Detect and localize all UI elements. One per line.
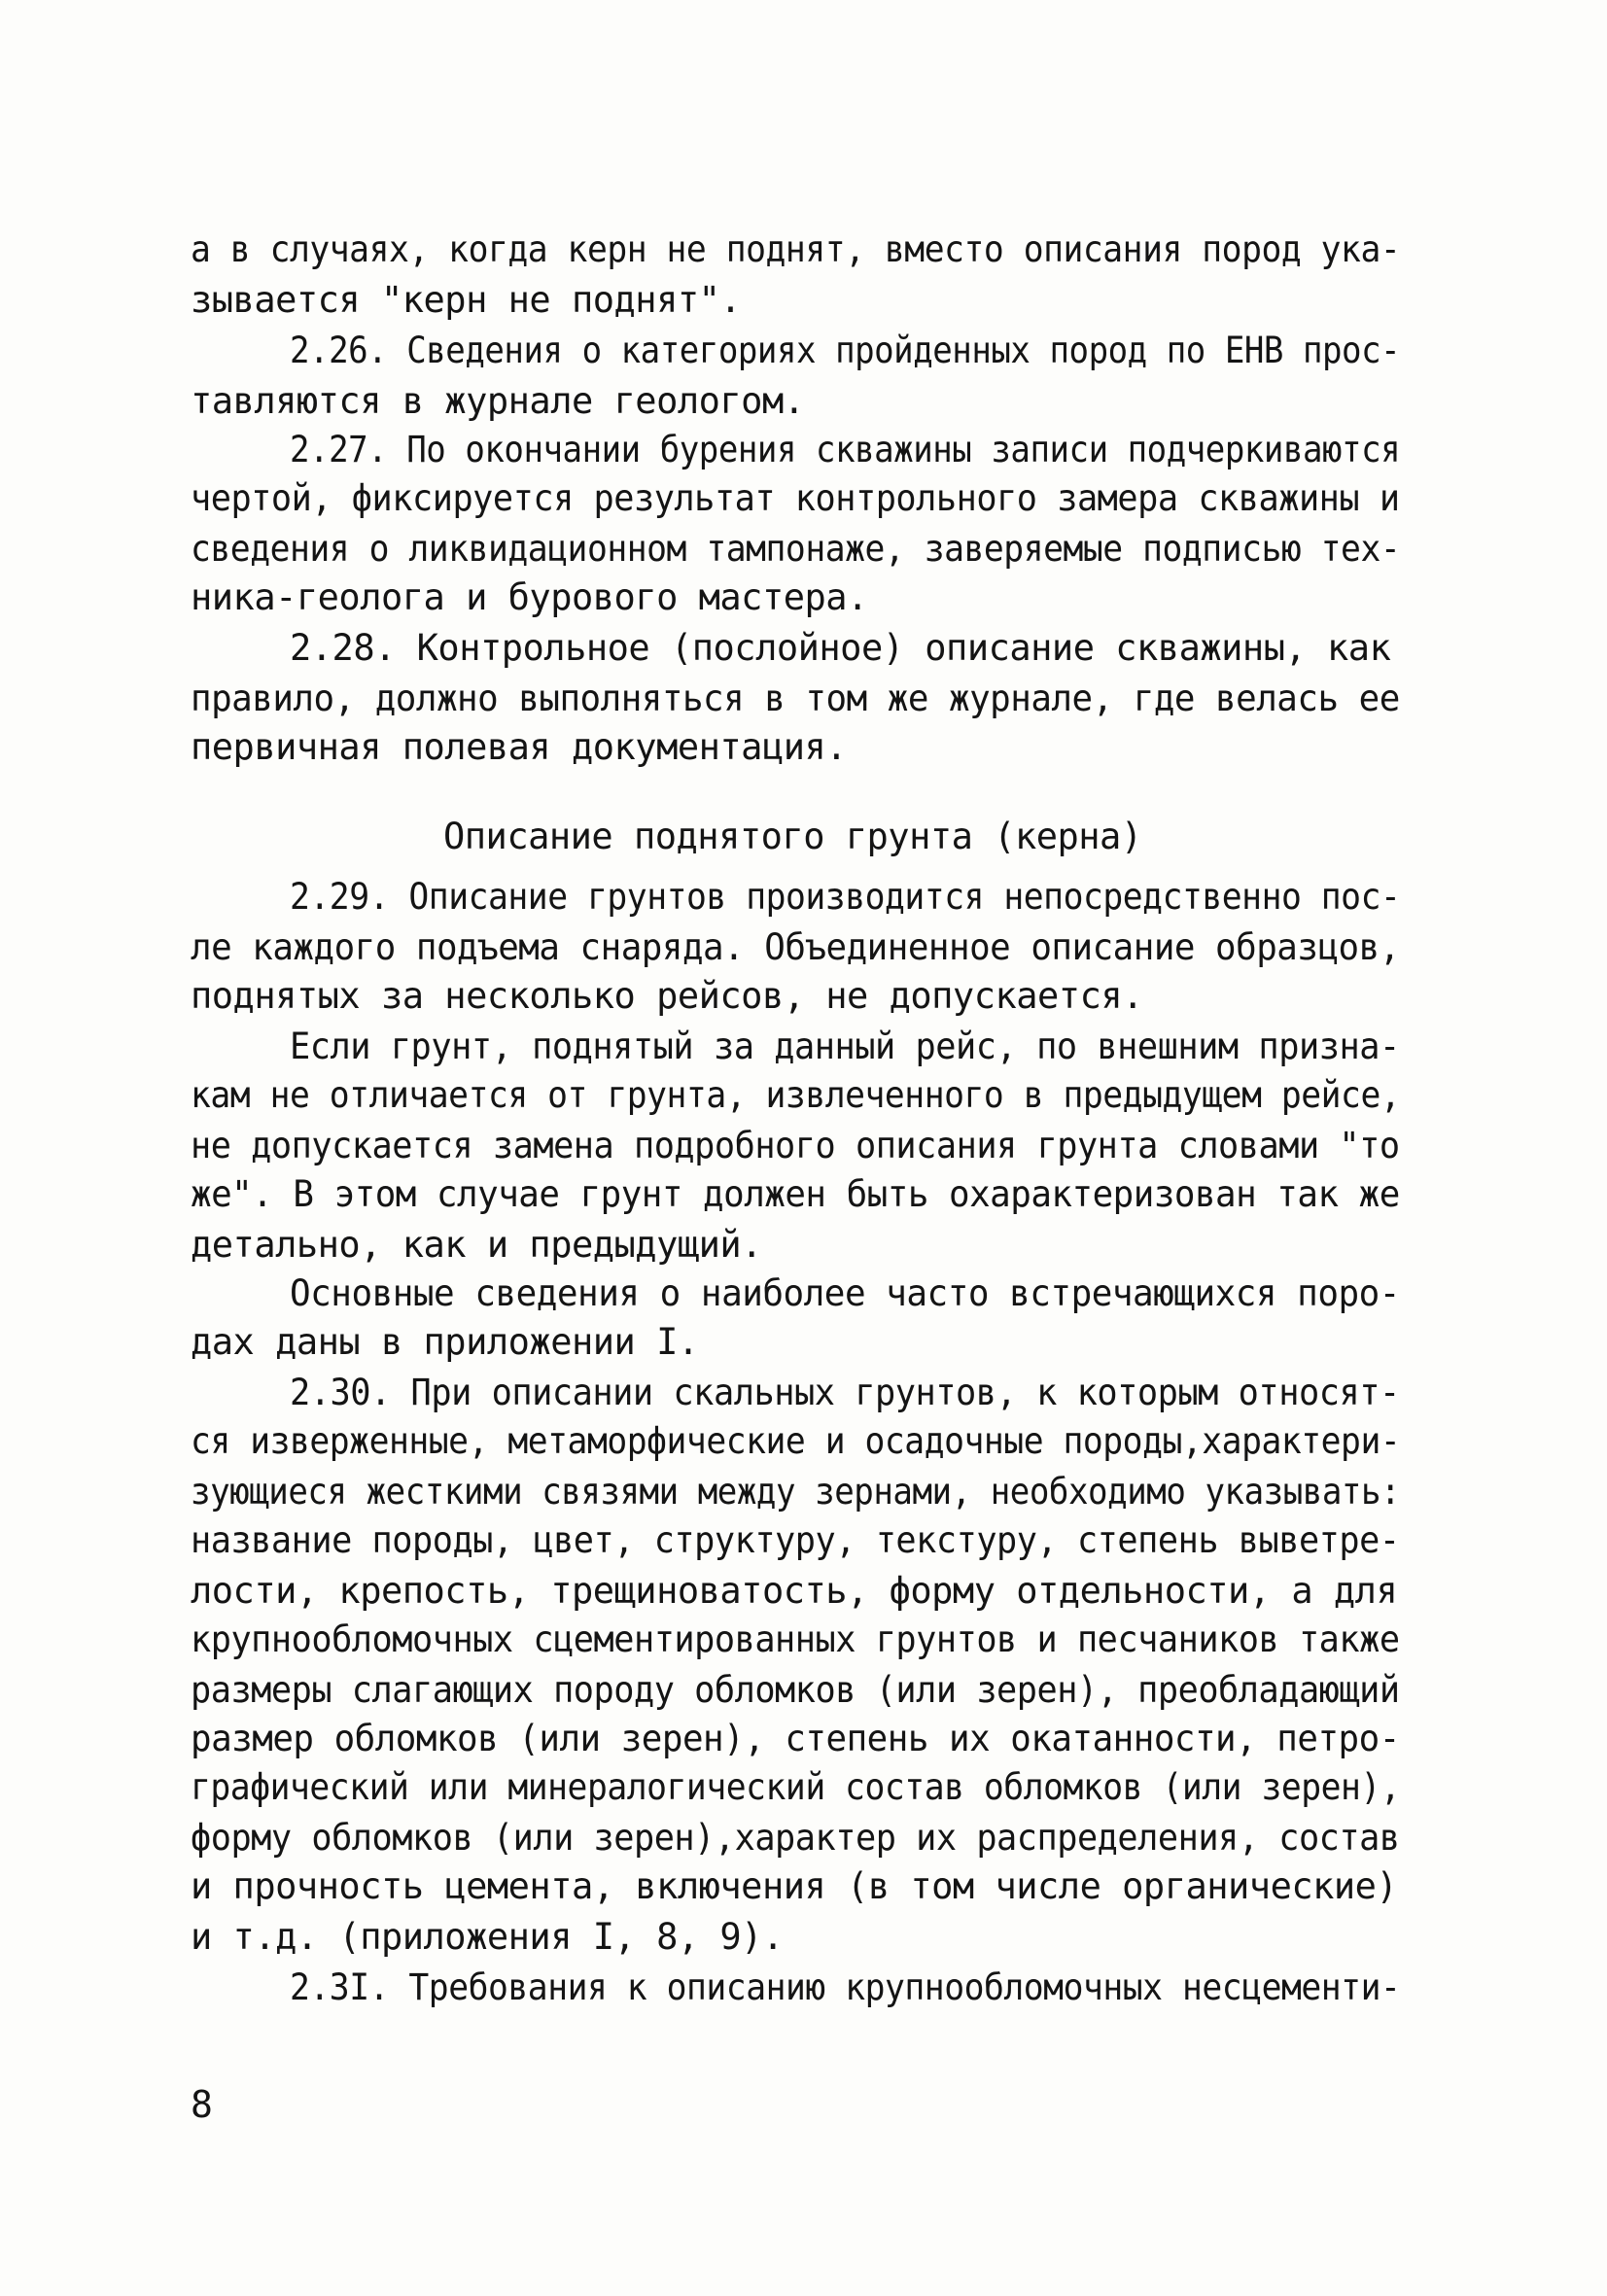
- text-line: ника-геолога и бурового мастера.: [191, 576, 868, 618]
- text-line: 2.27. По окончании бурения скважины записи подчеркиваются: [290, 429, 1401, 470]
- text-line: лости, крепость, трещиноватость, форму отдельности, а для: [191, 1570, 1398, 1612]
- text-line: зывается "керн не поднят".: [191, 279, 742, 321]
- text-line: Основные сведения о наиболее часто встречающихся поро-: [290, 1272, 1400, 1314]
- text-line: ся изверженные, метаморфические и осадочные породы,характери-: [191, 1420, 1401, 1462]
- text-line: зующиеся жесткими связями между зернами, необходимо указывать:: [191, 1471, 1401, 1513]
- text-line: 2.28. Контрольное (послойное) описание скважины, как: [290, 627, 1391, 669]
- text-line: крупнообломочных сцементированных грунтов и песчаников также: [191, 1618, 1400, 1660]
- text-line: а в случаях, когда керн не поднят, вместо описания пород ука-: [191, 228, 1401, 270]
- text-line: чертой, фиксируется результат контрольного замера скважины и: [191, 477, 1400, 519]
- text-line: 2.26. Сведения о категориях пройденных пород по ЕНВ прос-: [290, 330, 1401, 371]
- text-line: размер обломков (или зерен), степень их окатанности, петро-: [191, 1718, 1400, 1759]
- text-line: тавляются в журнале геологом.: [191, 380, 805, 422]
- text-line: дах даны в приложении I.: [191, 1321, 699, 1363]
- text-line: кам не отличается от грунта, извлеченного в предыдущем рейсе,: [191, 1074, 1401, 1116]
- text-line: правило, должно выполняться в том же журнале, где велась ее: [191, 678, 1400, 719]
- text-line: размеры слагающих породу обломков (или зерен), преобладающий: [191, 1669, 1400, 1711]
- text-line: детально, как и предыдущий.: [191, 1224, 762, 1266]
- text-line: название породы, цвет, структуру, текстуру, степень выветре-: [191, 1519, 1400, 1561]
- text-line: графический или минералогический состав обломков (или зерен),: [191, 1766, 1401, 1808]
- section-heading: Описание поднятого грунта (керна): [443, 816, 1142, 857]
- text-line: и прочность цемента, включения (в том числе органические): [191, 1865, 1398, 1907]
- text-line: Если грунт, поднятый за данный рейс, по внешним призна-: [290, 1026, 1400, 1067]
- text-line: ле каждого подъема снаряда. Объединенное описание образцов,: [191, 926, 1400, 968]
- text-line: форму обломков (или зерен),характер их распределения, состав: [191, 1817, 1400, 1859]
- text-line: же". В этом случае грунт должен быть охарактеризован так же: [191, 1173, 1400, 1215]
- text-line: первичная полевая документация.: [191, 726, 848, 768]
- text-line: 2.29. Описание грунтов производится непосредственно пос-: [290, 876, 1401, 918]
- text-line: и т.д. (приложения I, 8, 9).: [191, 1916, 784, 1958]
- text-line: не допускается замена подробного описания грунта словами "то: [191, 1125, 1400, 1166]
- page-number: 8: [191, 2083, 213, 2126]
- text-line: 2.3I. Требования к описанию крупнообломочных несцементи-: [290, 1966, 1401, 2008]
- text-line: 2.30. При описании скальных грунтов, к которым относят-: [290, 1372, 1400, 1413]
- text-line: поднятых за несколько рейсов, не допускается.: [191, 975, 1143, 1017]
- text-line: сведения о ликвидационном тампонаже, заверяемые подписью тех-: [191, 528, 1401, 570]
